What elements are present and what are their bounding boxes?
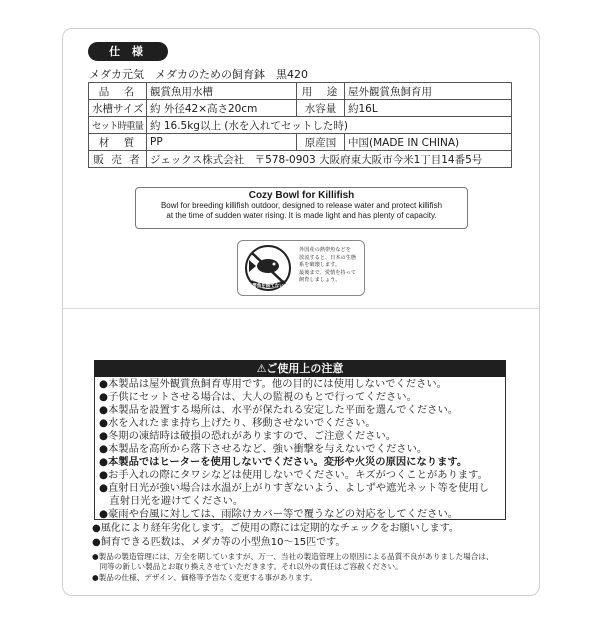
badge-line: 外国産の熱帯魚などを (299, 247, 351, 253)
spec-label: 用 途 (297, 83, 345, 100)
badge-line: 飼育しましょう。 (299, 277, 341, 284)
caution-title: ⚠ご使用上の注意 (94, 360, 506, 377)
spec-row (89, 100, 512, 117)
english-title: Cozy Bowl for Killifish (248, 190, 355, 201)
badge-ring-text: 熱帯魚を捨てないで! (247, 284, 291, 289)
badge-text (299, 247, 361, 285)
spec-row (89, 134, 512, 151)
spec-label: 材 質 (89, 134, 147, 151)
caution-line: ●豪雨や台風に対しては、雨除けカバー等で覆うなどの対応をしてください。 (99, 508, 459, 520)
spec-value: PP (147, 134, 297, 151)
spec-value: 約16L (345, 100, 512, 117)
spec-label: 販 売 者 (89, 151, 147, 168)
caution-line-heater: ●本製品ではヒーターを使用しないでください。変形や火災の原因になります。 (99, 456, 468, 468)
badge-line: 放流すると、日本の生態 (299, 254, 357, 261)
caution-line: ●本製品は屋外観賞魚飼育専用です。他の目的には使用しないでください。 (99, 378, 447, 390)
fine-print-line: ●製品の製造管理には、万全を期していますが、万一、当社の製造管理上の原因による品質不良がありました場合は、 (92, 552, 494, 561)
spec-value: 屋外観賞魚飼育用 (345, 83, 512, 100)
badge-line: 最後まで、愛情を持って (299, 269, 356, 276)
spec-label: 品 名 (89, 83, 147, 100)
spec-label: セット時重量 (89, 117, 147, 134)
note-line: ●風化により経年劣化します。ご使用の際には定期的なチェックをお願いします。 (92, 523, 459, 534)
do-not-release-badge (237, 240, 365, 296)
spec-value: 約 16.5kg以上 (水を入れてセットした時) (147, 117, 512, 134)
caution-line: ●直射日光が強い場合は水温が上がりすぎないよう、よしずや遮光ネット等を使用し (99, 482, 489, 494)
spec-label: 原産国 (297, 134, 345, 151)
spec-row (89, 117, 512, 134)
english-description-box (135, 187, 468, 229)
english-line: Bowl for breeding killifish outdoor, designed to release water and protect killifish (160, 201, 443, 210)
spec-value: 中国(MADE IN CHINA) (345, 134, 512, 151)
spec-value: 約 外径42×高さ20cm (147, 100, 297, 117)
spec-label: 水槽サイズ (89, 100, 147, 117)
fine-print-line: ●製品の仕様、デザイン、価格等予告なく変更する事があります。 (92, 573, 318, 582)
badge-line: 系を破壊します。 (299, 262, 341, 269)
caution-line: ●子供にセットさせる場合は、大人の監視のもとで行ってください。 (99, 391, 417, 403)
caution-box (94, 377, 506, 520)
caution-line: ●お手入れの際にタワシなどは使用しないでください。キズがつくことがあります。 (99, 469, 488, 481)
caution-line: ●冬期の凍結時は破損の恐れがありますので、ご注意ください。 (99, 430, 397, 442)
spec-table (88, 82, 512, 168)
product-name: メダカ元気 メダカのための飼育鉢 黒420 (89, 68, 308, 81)
fine-print-line: 同等の新しい製品とお取り換えさせていただきます。それ以外の責任はご容赦ください。 (92, 562, 403, 571)
spec-row (89, 83, 512, 100)
note-line: ●飼育できる匹数は、メダカ等の小型魚10〜15匹です。 (92, 537, 346, 548)
caution-line: ●水を入れたまま持ち上げたり、移動させないでください。 (99, 417, 376, 429)
caution-line: ●本製品を高所から落下させるなど、強い衝撃を与えないでください。 (99, 443, 428, 455)
english-line: at the time of sudden water rising. It is made light and has plenty of capacity. (166, 211, 437, 220)
spec-value: ジェックス株式会社 〒578-0903 大阪府東大阪市今米1丁目14番5号 (147, 151, 512, 168)
caution-line: 直射日光を避けてください。 (99, 495, 244, 507)
spec-header: 仕 様 (88, 42, 168, 61)
caution-line: ●本製品を設置する場所は、水平が保たれる安定した平面を選んでください。 (99, 404, 459, 416)
spec-value: 観賞魚用水槽 (147, 83, 297, 100)
fold-line (62, 308, 540, 309)
spec-label: 水容量 (297, 100, 345, 117)
spec-row (89, 151, 512, 168)
